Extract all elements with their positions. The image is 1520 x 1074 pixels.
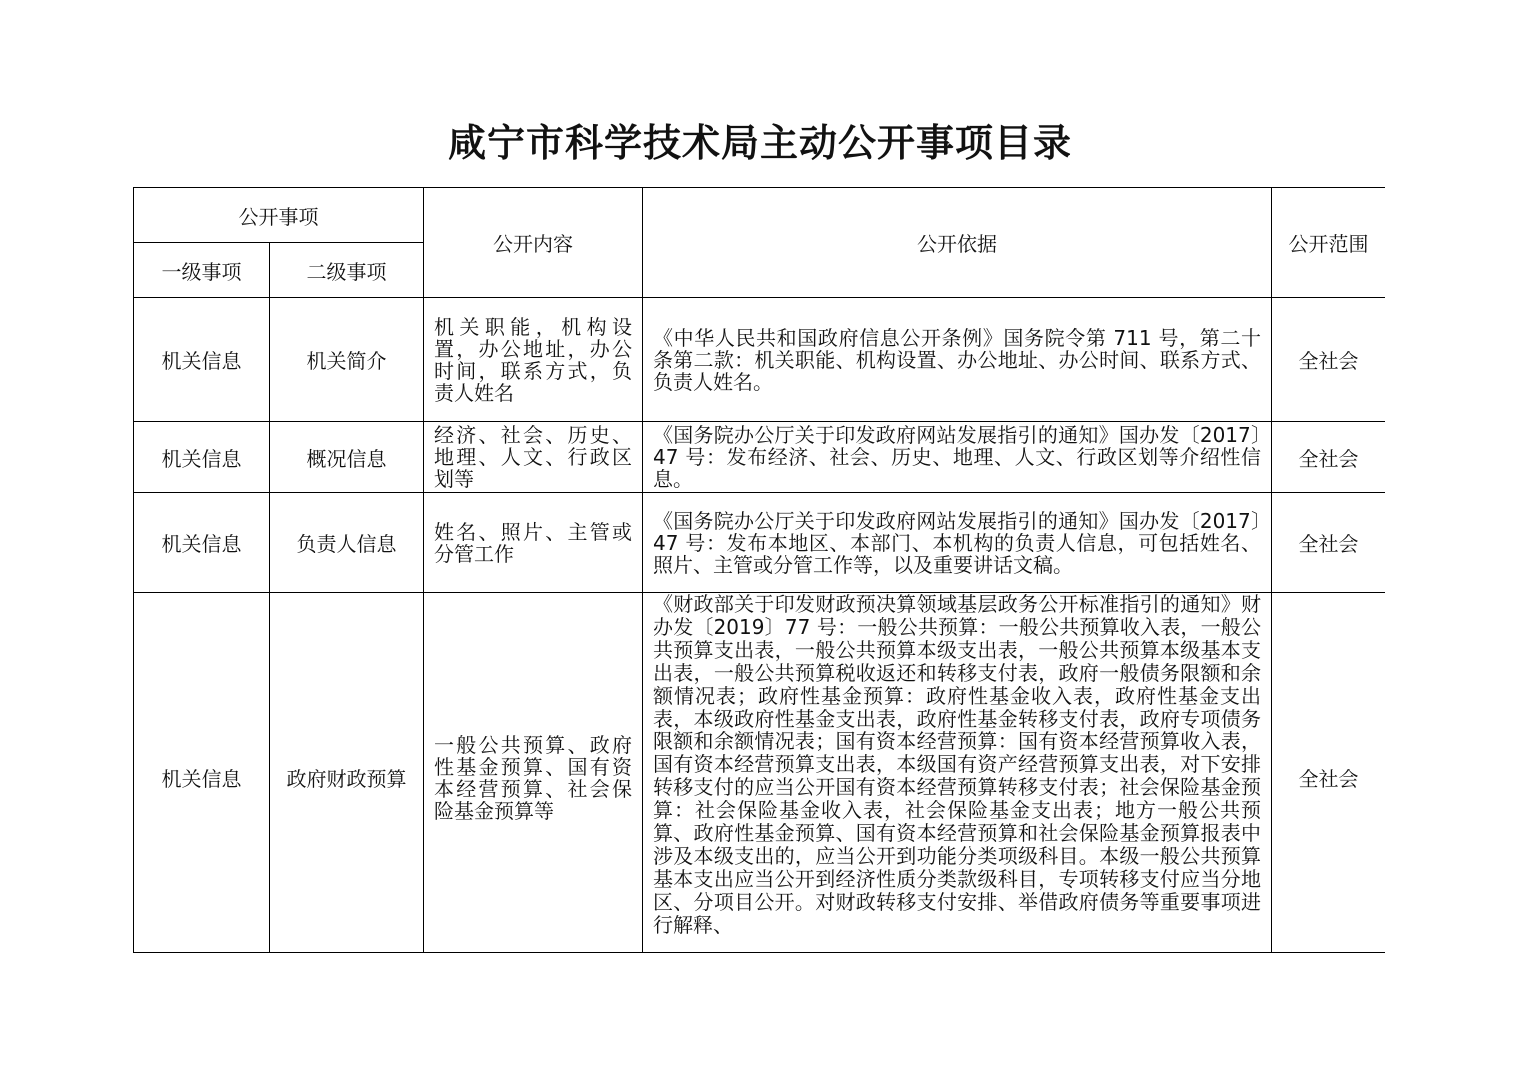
page-title: 咸宁市科学技术局主动公开事项目录 bbox=[447, 120, 1072, 165]
cell-basis: 《国务院办公厅关于印发政府网站发展指引的通知》国办发〔2017〕47 号：发布本地区、本部门、本机构的负责人信息，可包括姓名、照片、主管或分管工作等，以及重要讲话文稿。 bbox=[643, 493, 1272, 593]
cell-content: 一般公共预算、政府性基金预算、国有资本经营预算、社会保险基金预算等 bbox=[424, 593, 643, 954]
header-matter: 公开事项 bbox=[134, 188, 424, 243]
table-row bbox=[134, 593, 1386, 954]
cell-content: 经济、社会、历史、地理、人文、行政区划等 bbox=[424, 422, 643, 493]
table-row bbox=[134, 298, 1386, 422]
table-row bbox=[134, 493, 1386, 593]
cell-level1: 机关信息 bbox=[134, 493, 270, 593]
cell-scope: 全社会 bbox=[1272, 422, 1386, 493]
cell-scope: 全社会 bbox=[1272, 593, 1386, 954]
cell-level1: 机关信息 bbox=[134, 593, 270, 954]
cell-level2: 政府财政预算 bbox=[270, 593, 424, 954]
cell-basis: 《财政部关于印发财政预决算领域基层政务公开标准指引的通知》财办发〔2019〕77 号：一般公共预算：一般公共预算收入表，一般公共预算支出表，一般公共预算本级支出表，一般公共预算本级基本支出表，一般公共预算税收返还和转移支付表，政府一般债务限额和余额情况表；政府性基金预算：政府性基金收入表，政府性基金支出表，本级政府性基金支出表，政府性基金转移支付表，政府专项债务限额和余额情况表；国有资本经营预算：国有资本经营预算收入表，国有资本经营预算支出表，本级国有资产经营预算支出表，对下安排转移支付的应当公开国有资本经营预算转移支付表；社会保险基金预算：社会保险基金收入表，社会保险基金支出表；地方一般公共预算、政府性基金预算、国有资本经营预算和社会保险基金预算报表中涉及本级支出的，应当公开到功能分类项级科目。本级一般公共预算基本支出应当公开到经济性质分类款级科目，专项转移支付应当分地区、分项目公开。对财政转移支付安排、举借政府债务等重要事项进行解释、 bbox=[643, 593, 1272, 954]
cell-basis: 《中华人民共和国政府信息公开条例》国务院令第 711 号，第二十条第二款：机关职能、机构设置、办公地址、办公时间、联系方式、负责人姓名。 bbox=[643, 298, 1272, 422]
header-level2: 二级事项 bbox=[270, 243, 424, 298]
table-row bbox=[134, 422, 1386, 493]
cell-basis: 《国务院办公厅关于印发政府网站发展指引的通知》国办发〔2017〕47 号：发布经济、社会、历史、地理、人文、行政区划等介绍性信息。 bbox=[643, 422, 1272, 493]
cell-level2: 负责人信息 bbox=[270, 493, 424, 593]
disclosure-table bbox=[133, 187, 1385, 953]
cell-level1: 机关信息 bbox=[134, 422, 270, 493]
cell-level2: 机关简介 bbox=[270, 298, 424, 422]
cell-scope: 全社会 bbox=[1272, 493, 1386, 593]
header-level1: 一级事项 bbox=[134, 243, 270, 298]
cell-scope: 全社会 bbox=[1272, 298, 1386, 422]
header-scope: 公开范围 bbox=[1272, 188, 1386, 298]
disclosure-table-container bbox=[133, 187, 1385, 953]
cell-content: 机关职能，机构设置，办公地址，办公时间，联系方式，负责人姓名 bbox=[424, 298, 643, 422]
header-basis: 公开依据 bbox=[643, 188, 1272, 298]
cell-level2: 概况信息 bbox=[270, 422, 424, 493]
header-content: 公开内容 bbox=[424, 188, 643, 298]
cell-level1: 机关信息 bbox=[134, 298, 270, 422]
cell-content: 姓名、照片、主管或分管工作 bbox=[424, 493, 643, 593]
